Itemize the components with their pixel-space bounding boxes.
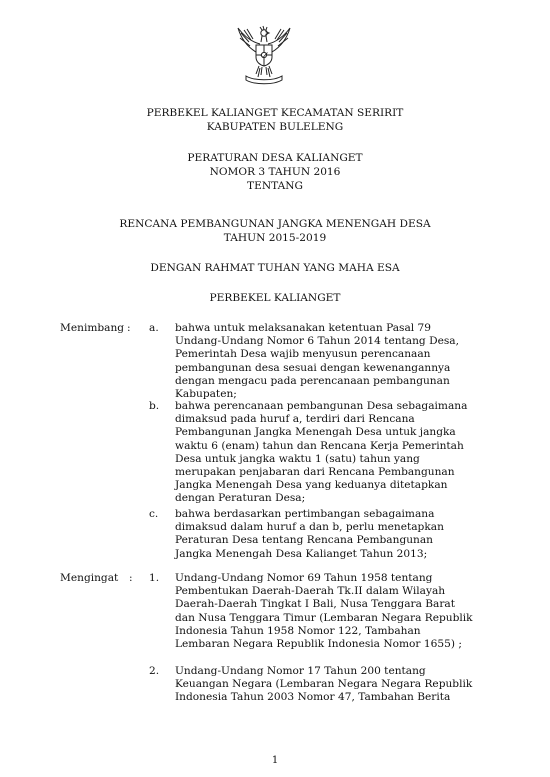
blessing-line: DENGAN RAHMAT TUHAN YANG MAHA ESA bbox=[150, 262, 400, 274]
item-line: bahwa untuk melaksanakan ketentuan Pasal 79 bbox=[175, 322, 432, 334]
item-line: merupakan penjabaran dari Rencana Pembangunan bbox=[175, 466, 455, 479]
mengingat-label: Mengingat bbox=[60, 572, 119, 584]
item-line: Undang-Undang Nomor 17 Tahun 200 tentang bbox=[175, 665, 426, 677]
item-line: Undang-Undang Nomor 69 Tahun 1958 tentang bbox=[175, 572, 433, 584]
item-line: Pembangunan Jangka Menengah Desa untuk jangka bbox=[175, 426, 456, 439]
header-line-kabupaten: KABUPATEN BULELENG bbox=[206, 121, 344, 133]
item-line: Keuangan Negara (Lembaran Negara Negara Republik bbox=[175, 678, 473, 691]
regulation-about: TENTANG bbox=[247, 180, 303, 192]
item-line: dimaksud pada huruf a, terdiri dari Rencana bbox=[175, 413, 415, 426]
item-line: Jangka Menengah Desa Kalianget Tahun 2013; bbox=[175, 547, 428, 560]
item-line: Undang-Undang Nomor 6 Tahun 2014 tentang Desa, bbox=[175, 335, 459, 348]
issuer-line: PERBEKEL KALIANGET bbox=[209, 292, 341, 304]
mengingat-item-1 bbox=[175, 572, 510, 651]
item-line: dengan Peraturan Desa; bbox=[175, 492, 306, 505]
menimbang-marker-a: a. bbox=[149, 322, 159, 334]
subject-line-2: TAHUN 2015-2019 bbox=[223, 232, 327, 244]
item-line: Jangka Menengah Desa yang keduanya ditetapkan bbox=[175, 479, 448, 492]
mengingat-marker-1: 1. bbox=[149, 572, 160, 584]
item-line: pembangunan desa sesuai dengan kewenangannya bbox=[175, 361, 451, 374]
page-number: 1 bbox=[271, 755, 279, 766]
menimbang-item-c bbox=[175, 508, 510, 561]
mengingat-item-2 bbox=[175, 665, 510, 705]
item-line: bahwa perencanaan pembangunan Desa sebagaimana bbox=[175, 400, 468, 412]
menimbang-label: Menimbang bbox=[60, 322, 125, 334]
menimbang-item-b bbox=[175, 400, 510, 506]
menimbang-marker-b: b. bbox=[149, 400, 160, 412]
item-line: bahwa berdasarkan pertimbangan sebagaimana bbox=[175, 508, 435, 520]
subject-line-1: RENCANA PEMBANGUNAN JANGKA MENENGAH DESA bbox=[119, 218, 431, 230]
header-line-perbekel: PERBEKEL KALIANGET KECAMATAN SERIRIT bbox=[146, 107, 404, 119]
regulation-number: NOMOR 3 TAHUN 2016 bbox=[209, 166, 341, 178]
item-line: Peraturan Desa tentang Rencana Pembangunan bbox=[175, 534, 434, 547]
item-line: dimaksud dalam huruf a dan b, perlu menetapkan bbox=[175, 521, 444, 534]
item-line: Kabupaten; bbox=[175, 388, 237, 401]
regulation-title: PERATURAN DESA KALIANGET bbox=[187, 152, 363, 164]
item-line: dengan mengacu pada perencanaan pembangunan bbox=[175, 374, 450, 387]
garuda-emblem bbox=[232, 24, 296, 88]
mengingat-marker-2: 2. bbox=[149, 665, 160, 677]
item-line: waktu 6 (enam) tahun dan Rencana Kerja Pemerintah bbox=[175, 439, 464, 452]
item-line: dan Nusa Tenggara Timur (Lembaran Negara Republik bbox=[175, 611, 473, 624]
menimbang-item-a bbox=[175, 322, 510, 401]
item-line: Pemerintah Desa wajib menyusun perencanaan bbox=[175, 348, 431, 361]
item-line: Lembaran Negara Republik Indonesia Nomor 1655) ; bbox=[175, 638, 462, 651]
mengingat-colon: : bbox=[129, 572, 133, 584]
menimbang-marker-c: c. bbox=[149, 508, 159, 520]
item-line: Indonesia Tahun 1958 Nomor 122, Tambahan bbox=[175, 624, 421, 637]
menimbang-colon: : bbox=[127, 322, 131, 334]
item-line: Daerah-Daerah Tingkat I Bali, Nusa Tenggara Barat bbox=[175, 598, 456, 611]
item-line: Indonesia Tahun 2003 Nomor 47, Tambahan Berita bbox=[175, 691, 451, 704]
item-line: Pembentukan Daerah-Daerah Tk.II dalam Wilayah bbox=[175, 585, 446, 598]
item-line: Desa untuk jangka waktu 1 (satu) tahun yang bbox=[175, 452, 420, 465]
